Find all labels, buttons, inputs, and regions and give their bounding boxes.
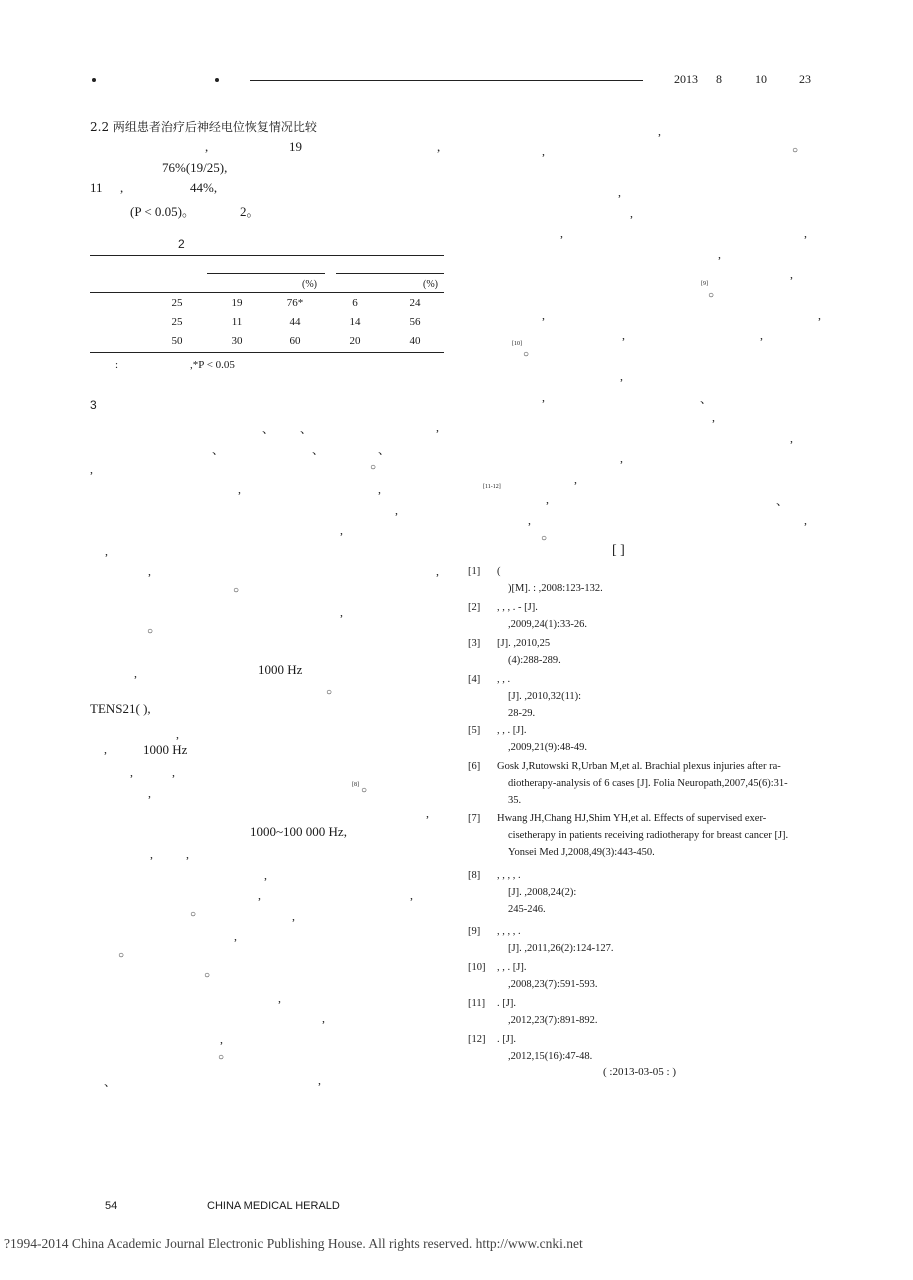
table-cell-c4: 56: [409, 316, 421, 328]
reference-line: 28-29.: [508, 708, 536, 719]
reference-line: , , .: [497, 674, 511, 685]
table-group-rule-b: [336, 273, 444, 274]
table-cell-c2: 76*: [286, 297, 304, 309]
table-cell-c3: 6: [352, 297, 358, 309]
header-bullet-1: [92, 78, 96, 82]
table-note: ,*P < 0.05: [190, 359, 235, 371]
frequency-range: 1000~100 000 Hz,: [250, 824, 347, 839]
reference-line: , , , , .: [497, 926, 521, 937]
table-cell-c4: 40: [409, 335, 421, 347]
reference-line: ,2009,21(9):48-49.: [508, 742, 588, 753]
reference-line: ,2012,15(16):47-48.: [508, 1051, 593, 1062]
para-p-value: (P < 0.05)。: [130, 204, 195, 219]
reference-line: [J]. ,2008,24(2):: [508, 887, 577, 898]
copyright-line: ?1994-2014 China Academic Journal Electronic Publishing House. All rights reserved. http://www.cnki.net: [4, 1236, 583, 1251]
reference-number: [5]: [468, 725, 481, 736]
citation-8-mark: ○: [361, 785, 368, 796]
reference-number: [3]: [468, 638, 481, 649]
table-cell-n: 50: [171, 335, 183, 347]
reference-line: , , , . - [J].: [497, 602, 538, 613]
reference-line: ,2009,24(1):33-26.: [508, 619, 588, 630]
journal-year: 2013: [674, 72, 698, 86]
received-date: ( :2013-03-05 : ): [603, 1066, 677, 1078]
reference-line: Gosk J,Rutowski R,Urban M,et al. Brachial plexus injuries after ra-: [497, 761, 781, 772]
table-bottom-rule: [90, 352, 444, 353]
reference-line: , , , , .: [497, 870, 521, 881]
reference-line: ,2008,23(7):591-593.: [508, 979, 598, 990]
reference-number: [2]: [468, 602, 481, 613]
table-note-colon: :: [115, 359, 119, 371]
para-comma-3: ,: [120, 180, 124, 195]
reference-number: [8]: [468, 870, 481, 881]
reference-line: Yonsei Med J,2008,49(3):443-450.: [508, 847, 655, 858]
header-bullet-2: [215, 78, 219, 82]
reference-line: )[M]. : ,2008:123-132.: [508, 583, 603, 594]
table-2-title: 2: [178, 237, 185, 251]
reference-number: [6]: [468, 761, 481, 772]
journal-issue: 10: [755, 72, 767, 86]
reference-line: Hwang JH,Chang HJ,Shim YH,et al. Effects of supervised exer-: [497, 813, 767, 824]
table-cell-c1: 11: [231, 316, 243, 328]
citation-9: [9]: [701, 281, 708, 287]
frequency-1000hz-2: 1000 Hz: [143, 742, 188, 757]
section-3-heading: 3: [90, 398, 97, 412]
table-cell-c3: 20: [349, 335, 361, 347]
table-cell-n: 25: [171, 316, 183, 328]
reference-number: [12]: [468, 1034, 486, 1045]
table-cell-c2: 44: [289, 316, 301, 328]
journal-number: 23: [799, 72, 811, 86]
reference-number: [7]: [468, 813, 481, 824]
table-header-rule: [90, 292, 444, 293]
reference-line: [J]. ,2010,25: [497, 638, 551, 649]
para-count-19: 19: [289, 139, 302, 154]
table-pct-header-b: (%): [423, 279, 438, 290]
reference-number: [10]: [468, 962, 486, 973]
citation-11-12: [11-12]: [483, 484, 501, 490]
reference-number: [11]: [468, 998, 486, 1009]
reference-line: cisetherapy in patients receiving radiotherapy for breast cancer [J].: [508, 830, 789, 841]
reference-line: 35.: [508, 795, 522, 806]
reference-line: , , . [J].: [497, 725, 527, 736]
reference-line: (4):288-289.: [508, 655, 561, 666]
table-cell-n: 25: [171, 297, 183, 309]
journal-volume: 8: [716, 72, 722, 86]
para-rate-44: 44%,: [190, 180, 218, 195]
table-cell-c1: 19: [231, 297, 243, 309]
reference-line: 245-246.: [508, 904, 546, 915]
frequency-1000hz: 1000 Hz: [258, 662, 303, 677]
reference-number: [9]: [468, 926, 481, 937]
reference-line: (: [497, 566, 501, 577]
journal-name: CHINA MEDICAL HERALD: [207, 1200, 340, 1212]
table-group-rule-a: [207, 273, 325, 274]
para-rate-76: 76%(19/25),: [162, 160, 228, 175]
reference-number: [4]: [468, 674, 481, 685]
para-table-ref: 2。: [240, 204, 260, 219]
reference-line: . [J].: [497, 1034, 516, 1045]
reference-line: [J]. ,2011,26(2):124-127.: [508, 943, 614, 954]
device-tens21: TENS21( ),: [90, 701, 151, 716]
table-cell-c3: 14: [349, 316, 361, 328]
section-2-2-heading: 2.2 两组患者治疗后神经电位恢复情况比较: [90, 120, 317, 134]
table-pct-header-a: (%): [302, 279, 317, 290]
reference-line: diotherapy-analysis of 6 cases [J]. Folia Neuropath,2007,45(6):31-: [508, 778, 788, 789]
reference-line: ,2012,23(7):891-892.: [508, 1015, 598, 1026]
para-count-11: 11: [90, 180, 103, 195]
table-cell-c2: 60: [289, 335, 301, 347]
table-cell-c4: 24: [409, 297, 421, 309]
references-heading: [ ]: [612, 543, 625, 558]
table-cell-c1: 30: [231, 335, 243, 347]
reference-line: [J]. ,2010,32(11):: [508, 691, 582, 702]
header-rule: [250, 80, 643, 81]
para-comma-1: ,: [205, 139, 209, 154]
reference-line: . [J].: [497, 998, 516, 1009]
para-comma-2: ,: [437, 139, 441, 154]
reference-line: , , . [J].: [497, 962, 527, 973]
page-number: 54: [105, 1200, 118, 1212]
citation-10: [10]: [512, 341, 522, 347]
table-top-rule: [90, 255, 444, 256]
citation-8: [8]: [352, 782, 359, 788]
reference-number: [1]: [468, 566, 481, 577]
